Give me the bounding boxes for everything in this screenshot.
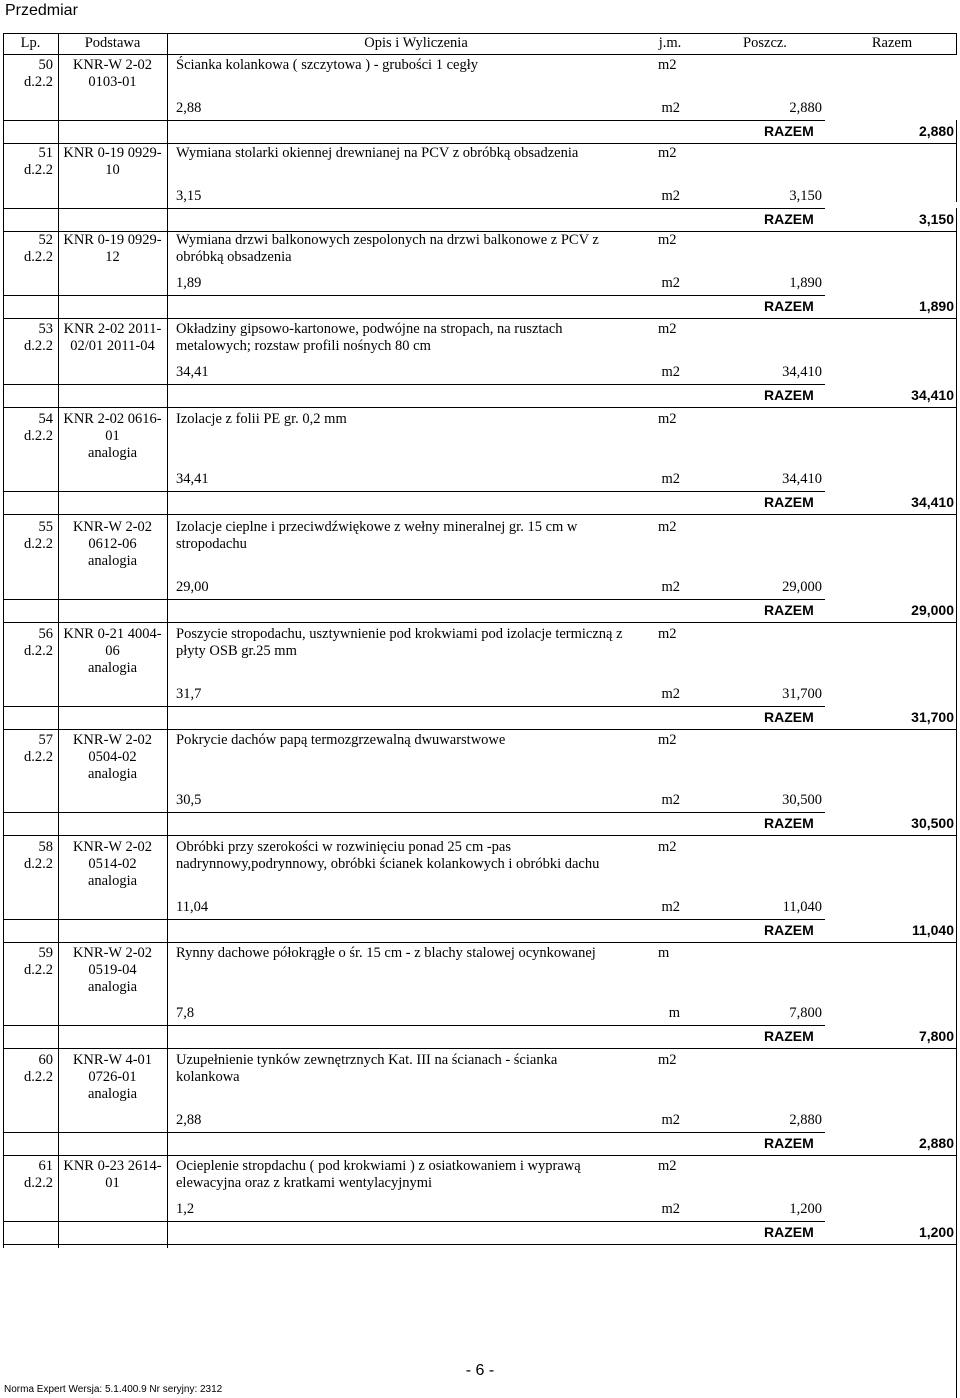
header-opis: Opis i Wyliczenia: [364, 35, 468, 51]
item-basis-line: KNR-W 2-02: [72, 945, 153, 961]
item-description-line: Izolacje cieplne i przeciwdźwiękowe z wełny mineralnej gr. 15 cm w: [176, 519, 578, 535]
item-section: d.2.2: [24, 856, 53, 872]
razem-row: [760, 1224, 956, 1241]
position-bottom-border: [3, 942, 956, 943]
table-right-border: [956, 33, 957, 55]
item-basis-line: analogia: [87, 766, 138, 782]
item-basis-line: 0504-02: [88, 749, 137, 765]
item-unit: m2: [658, 321, 677, 337]
item-section: d.2.2: [24, 74, 53, 90]
item-description-line: kolankowa: [176, 1069, 240, 1085]
razem-total: 34,410: [911, 387, 954, 403]
item-section: d.2.2: [24, 162, 53, 178]
item-basis-line: KNR 0-19 0929-: [63, 232, 162, 248]
razem-label: RAZEM: [764, 387, 814, 403]
item-section: d.2.2: [24, 249, 53, 265]
item-number: 59: [38, 945, 53, 961]
item-basis-line: KNR 0-23 2614-: [63, 1158, 162, 1174]
header-lp: Lp.: [20, 35, 41, 51]
position-bottom-border: [3, 835, 956, 836]
razem-label: RAZEM: [764, 1135, 814, 1151]
razem-row: [760, 123, 956, 140]
calc-expression: 34,41: [176, 471, 209, 487]
item-section: d.2.2: [24, 962, 53, 978]
calc-underline: [3, 208, 825, 209]
item-section: d.2.2: [24, 338, 53, 354]
item-unit: m2: [658, 1052, 677, 1068]
calc-partial-value: 7,800: [789, 1005, 822, 1021]
calc-partial-value: 31,700: [782, 686, 822, 702]
calc-underline: [3, 1221, 825, 1222]
item-basis-line: analogia: [87, 873, 138, 889]
calc-underline: [3, 706, 825, 707]
item-basis-line: KNR-W 2-02: [72, 57, 153, 73]
calc-expression: 3,15: [176, 188, 202, 204]
header-bottom-border: [3, 54, 956, 55]
item-description-line: Wymiana drzwi balkonowych zespolonych na drzwi balkonowe z PCV z: [176, 232, 599, 248]
calc-underline: [3, 919, 825, 920]
calc-expression: 31,7: [176, 686, 202, 702]
calc-expression: 34,41: [176, 364, 209, 380]
razem-row: [760, 815, 956, 832]
razem-label: RAZEM: [764, 298, 814, 314]
position-bottom-border: [3, 729, 956, 730]
item-description-line: obróbką obsadzenia: [176, 249, 292, 265]
item-number: 51: [38, 145, 53, 161]
item-basis-line: 0612-06: [88, 536, 137, 552]
calc-unit: m2: [661, 471, 680, 487]
calc-unit: m2: [661, 579, 680, 595]
header-jm: j.m.: [658, 35, 682, 51]
item-number: 50: [38, 57, 53, 73]
item-basis-line: 0519-04: [88, 962, 137, 978]
header-top-border: [3, 33, 956, 34]
razem-label: RAZEM: [764, 1028, 814, 1044]
razem-label: RAZEM: [764, 1224, 814, 1240]
item-description-line: Obróbki przy szerokości w rozwinięciu ponad 25 cm -pas: [176, 839, 512, 855]
razem-row: [760, 1028, 956, 1045]
item-unit: m2: [658, 1158, 677, 1174]
item-basis-line: 12: [105, 249, 120, 265]
calc-expression: 30,5: [176, 792, 202, 808]
item-section: d.2.2: [24, 1175, 53, 1191]
item-unit: m2: [658, 145, 677, 161]
item-basis-line: KNR 0-19 0929-: [63, 145, 162, 161]
razem-row: [760, 387, 956, 404]
calc-unit: m2: [661, 1201, 680, 1217]
position-bottom-border: [3, 1048, 956, 1049]
calc-partial-value: 34,410: [782, 471, 822, 487]
calc-partial-value: 1,200: [789, 1201, 822, 1217]
item-description-line: Rynny dachowe półokrągłe o śr. 15 cm - z blachy stalowej ocynkowanej: [176, 945, 596, 961]
calc-expression: 11,04: [176, 899, 209, 915]
item-basis-line: analogia: [87, 1086, 138, 1102]
item-description-line: nadrynnowy,podrynnowy, obróbki ścianek kolankowych i obróbki dachu: [176, 856, 600, 872]
calc-expression: 2,88: [176, 1112, 202, 1128]
item-description-line: stropodachu: [176, 536, 247, 552]
calc-partial-value: 30,500: [782, 792, 822, 808]
calc-underline: [3, 1132, 825, 1133]
item-basis-line: KNR-W 2-02: [72, 732, 153, 748]
calc-expression: 1,2: [176, 1201, 195, 1217]
razem-total: 31,700: [911, 709, 954, 725]
razem-row: [760, 922, 956, 939]
item-description-line: płyty OSB gr.25 mm: [176, 643, 297, 659]
footer-software-info: Norma Expert Wersja: 5.1.400.9 Nr seryjny: 2312: [4, 1384, 223, 1395]
item-basis-line: KNR 2-02 2011-: [63, 321, 162, 337]
item-unit: m2: [658, 232, 677, 248]
calc-partial-value: 2,880: [789, 100, 822, 116]
razem-label: RAZEM: [764, 922, 814, 938]
item-basis-line: KNR 2-02 0616-: [63, 411, 162, 427]
item-number: 52: [38, 232, 53, 248]
razem-label: RAZEM: [764, 709, 814, 725]
calc-partial-value: 29,000: [782, 579, 822, 595]
item-basis-line: 10: [105, 162, 120, 178]
position-bottom-border: [3, 1244, 956, 1245]
razem-total: 1,890: [918, 298, 954, 314]
item-basis-line: KNR-W 2-02: [72, 519, 153, 535]
item-basis-line: 0103-01: [88, 74, 137, 90]
item-section: d.2.2: [24, 749, 53, 765]
item-section: d.2.2: [24, 1069, 53, 1085]
razem-total: 1,200: [918, 1224, 954, 1240]
item-basis-line: analogia: [87, 979, 138, 995]
item-basis-line: analogia: [87, 660, 138, 676]
calc-unit: m2: [661, 100, 680, 116]
calc-underline: [3, 120, 825, 121]
calc-unit: m2: [661, 899, 680, 915]
item-basis-line: analogia: [87, 445, 138, 461]
razem-total: 29,000: [911, 602, 954, 618]
calc-underline: [3, 599, 825, 600]
item-unit: m: [658, 945, 670, 961]
item-number: 58: [38, 839, 53, 855]
item-description-line: Wymiana stolarki okiennej drewnianej na PCV z obróbką obsadzenia: [176, 145, 579, 161]
calc-partial-value: 3,150: [789, 188, 822, 204]
item-unit: m2: [658, 519, 677, 535]
calc-unit: m2: [661, 188, 680, 204]
calc-partial-value: 1,890: [789, 275, 822, 291]
column-divider-lp: [58, 33, 59, 1248]
item-section: d.2.2: [24, 536, 53, 552]
item-basis-line: KNR 0-21 4004-: [63, 626, 162, 642]
razem-row: [760, 602, 956, 619]
calc-unit: m: [668, 1005, 680, 1021]
razem-row: [760, 298, 956, 315]
calc-expression: 29,00: [176, 579, 209, 595]
calc-unit: m2: [661, 792, 680, 808]
item-description-line: Ścianka kolankowa ( szczytowa ) - grubości 1 cegły: [176, 57, 478, 73]
razem-total: 3,150: [918, 211, 954, 227]
calc-partial-value: 2,880: [789, 1112, 822, 1128]
position-bottom-border: [3, 514, 956, 515]
item-number: 60: [38, 1052, 53, 1068]
item-basis-line: KNR-W 2-02: [72, 839, 153, 855]
calc-underline: [3, 295, 825, 296]
razem-total: 7,800: [918, 1028, 954, 1044]
calc-underline: [3, 491, 825, 492]
calc-underline: [3, 384, 825, 385]
razem-row: [760, 1135, 956, 1152]
item-description-line: Poszycie stropodachu, usztywnienie pod krokwiami pod izolacje termiczną z: [176, 626, 623, 642]
item-description-line: elewacyjna oraz z kratkami wentylacyjnymi: [176, 1175, 433, 1191]
page-title: Przedmiar: [5, 2, 78, 19]
item-basis-line: 01: [105, 1175, 120, 1191]
item-number: 61: [38, 1158, 53, 1174]
razem-total: 2,880: [918, 123, 954, 139]
calc-expression: 2,88: [176, 100, 202, 116]
razem-label: RAZEM: [764, 815, 814, 831]
item-description-line: Uzupełnienie tynków zewnętrznych Kat. III na ścianach - ścianka: [176, 1052, 558, 1068]
calc-underline: [3, 812, 825, 813]
calc-partial-value: 34,410: [782, 364, 822, 380]
position-bottom-border: [3, 143, 956, 144]
header-poszcz: Poszcz.: [743, 35, 787, 51]
position-bottom-border: [3, 622, 956, 623]
razem-total: 2,880: [918, 1135, 954, 1151]
item-unit: m2: [658, 839, 677, 855]
razem-total: 34,410: [911, 494, 954, 510]
calc-underline: [3, 1025, 825, 1026]
item-number: 54: [38, 411, 53, 427]
item-description-line: Ocieplenie stropdachu ( pod krokwiami ) z osiatkowaniem i wyprawą: [176, 1158, 581, 1174]
calc-unit: m2: [661, 1112, 680, 1128]
calc-unit: m2: [661, 364, 680, 380]
razem-total: 30,500: [911, 815, 954, 831]
page-number: - 6 -: [465, 1362, 495, 1379]
item-unit: m2: [658, 626, 677, 642]
item-number: 53: [38, 321, 53, 337]
razem-row: [760, 494, 956, 511]
item-number: 57: [38, 732, 53, 748]
razem-total: 11,040: [911, 922, 954, 938]
calc-unit: m2: [661, 275, 680, 291]
calc-unit: m2: [661, 686, 680, 702]
column-divider-podstawa: [167, 33, 168, 1248]
razem-label: RAZEM: [764, 494, 814, 510]
item-basis-line: analogia: [87, 553, 138, 569]
item-description-line: Izolacje z folii PE gr. 0,2 mm: [176, 411, 347, 427]
position-bottom-border: [3, 407, 956, 408]
item-number: 55: [38, 519, 53, 535]
item-unit: m2: [658, 732, 677, 748]
position-bottom-border: [3, 318, 956, 319]
item-basis-line: 0514-02: [88, 856, 137, 872]
item-section: d.2.2: [24, 428, 53, 444]
item-description-line: Pokrycie dachów papą termozgrzewalną dwuwarstwowe: [176, 732, 506, 748]
item-number: 56: [38, 626, 53, 642]
item-section: d.2.2: [24, 643, 53, 659]
table-right-border-segment: [956, 120, 957, 202]
item-description-line: Okładziny gipsowo-kartonowe, podwójne na stropach, na rusztach: [176, 321, 563, 337]
header-podstawa: Podstawa: [84, 35, 141, 51]
razem-label: RAZEM: [764, 602, 814, 618]
item-basis-line: 06: [105, 643, 120, 659]
item-basis-line: 01: [105, 428, 120, 444]
item-unit: m2: [658, 411, 677, 427]
item-unit: m2: [658, 57, 677, 73]
position-bottom-border: [3, 1155, 956, 1156]
calc-expression: 1,89: [176, 275, 202, 291]
razem-label: RAZEM: [764, 123, 814, 139]
razem-row: [760, 709, 956, 726]
item-description-line: metalowych; rozstaw profili nośnych 80 cm: [176, 338, 431, 354]
calc-partial-value: 11,040: [782, 899, 822, 915]
item-basis-line: KNR-W 4-01: [72, 1052, 153, 1068]
razem-row: [760, 211, 956, 228]
item-basis-line: 02/01 2011-04: [70, 338, 155, 354]
header-razem: Razem: [871, 35, 913, 51]
item-basis-line: 0726-01: [88, 1069, 137, 1085]
calc-expression: 7,8: [176, 1005, 195, 1021]
razem-label: RAZEM: [764, 211, 814, 227]
